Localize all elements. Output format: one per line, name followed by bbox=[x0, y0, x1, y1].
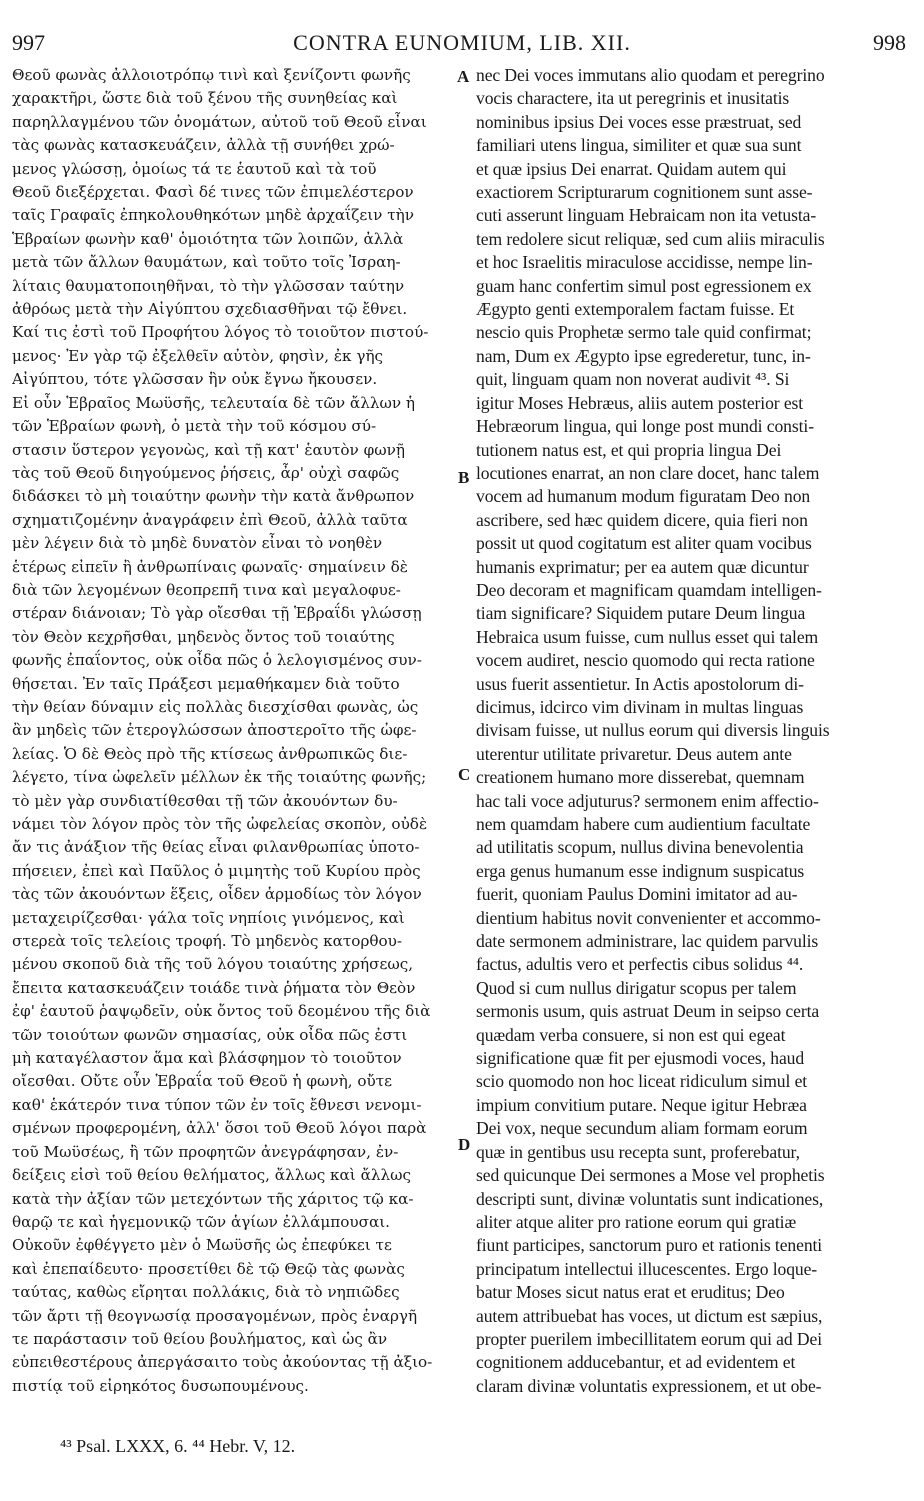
greek-text-line: Καί τις ἐστὶ τοῦ Προφήτου λόγος τὸ τοιοῦτον πιστού- bbox=[12, 323, 429, 342]
latin-text-line: principatum intellectui illucescentes. Ergo loque- bbox=[476, 1258, 818, 1279]
greek-text-line: λίταις θαυματοποιηθῆναι, τὸ τὴν γλῶσσαν ταύτην bbox=[12, 276, 405, 295]
greek-text-line: κατὰ τὴν ἀξίαν τῶν μετεχόντων τῆς χάριτος τῷ κα- bbox=[12, 1189, 414, 1208]
greek-text-line: Θεοῦ φωνὰς ἀλλοιοτρόπῳ τινὶ καὶ ξενίζοντι φωνῆς bbox=[12, 66, 411, 84]
greek-text-line: ἔπειτα κατασκευάζειν τοιάδε τινὰ ῥήματα τὸν Θεὸν bbox=[12, 978, 416, 997]
greek-text-line: μένου σκοποῦ διὰ τῆς τοῦ λόγου τοιαύτης χρήσεως, bbox=[12, 955, 414, 974]
greek-text-line: καθ' ἑκάτερόν τινα τύπον τῶν ἐν τοῖς ἔθνεσι νενομι- bbox=[12, 1095, 422, 1114]
latin-text-line: nem quamdam habere cum audientium facultate bbox=[476, 814, 811, 834]
latin-text-line: vocem ad humanum modum figuratam Deo non bbox=[476, 486, 811, 507]
greek-text-line: τὸ μὲν γὰρ συνδιατίθεσθαι τῇ τῶν ἀκουόντων δυ- bbox=[12, 791, 398, 810]
greek-text-line: μὲν λέγειν διὰ τὸ μηδὲ δυνατὸν εἶναι τὸ νοηθὲν bbox=[12, 534, 383, 553]
latin-text-line: descripti sunt, divinæ voluntatis sunt indicationes, bbox=[476, 1188, 824, 1209]
greek-text-line: τὰς φωνὰς κατασκευάζειν, ἀλλὰ τῇ συνήθει χρώ- bbox=[12, 136, 395, 155]
greek-text-line: μεταχειρίζεσθαι· γάλα τοῖς νηπίοις γινόμενος, καὶ bbox=[12, 908, 405, 927]
latin-text-line: vocis charactere, ita ut peregrinis et inusitatis bbox=[476, 88, 790, 109]
latin-text-line: aliter atque aliter pro ratione eorum qui gratiæ bbox=[476, 1211, 797, 1232]
latin-text-line: scio quomodo non hoc liceat ridiculum simul et bbox=[476, 1071, 808, 1092]
latin-text-line: sed quicunque Dei sermones a Mose vel prophetis bbox=[476, 1165, 825, 1186]
greek-text-line: λείας. Ὁ δὲ Θεὸς πρὸ τῆς κτίσεως ἀνθρωπικῶς διε- bbox=[12, 744, 408, 763]
latin-text-line: propter puerilem imbecillitatem eorum qui ad Dei bbox=[476, 1328, 822, 1349]
greek-text-line: νάμει τὸν λόγον πρὸς τὸν τῆς ὠφελείας σκοπὸν, οὐδὲ bbox=[12, 815, 428, 833]
latin-text-line: sermonis usum, quis astruat Deum in seipso certa bbox=[476, 1001, 820, 1022]
latin-text-line: cuti asserunt linguam Hebraicam non ita vetusta- bbox=[476, 205, 817, 226]
greek-text-line: ἐφ' ἑαυτοῦ ῥαψῳδεῖν, οὐκ ὄντος τοῦ δεομένου τῆς διὰ bbox=[12, 1002, 431, 1021]
greek-text-line: ταῖς Γραφαῖς ἐπηκολουθηκότων μηδὲ ἀρχαΐζειν τὴν bbox=[12, 206, 414, 225]
greek-text-line: τὰς τοῦ Θεοῦ διηγούμενος ῥήσεις, ἆρ' οὐχὶ σαφῶς bbox=[12, 463, 400, 482]
latin-text-line: et hoc Israelitis miraculose accidisse, nempe lin- bbox=[476, 252, 813, 273]
greek-text-line: ἀθρόως μετὰ τὴν Αἰγύπτου σχεδιασθῆναι τῷ ἔθνει. bbox=[12, 300, 408, 319]
margin-marker-c: C bbox=[458, 765, 471, 784]
latin-text-line: factus, adultis vero et perfectis cibus solidus ⁴⁴. bbox=[476, 954, 804, 975]
latin-text-line: fiunt participes, sanctorum puro et rationis tenenti bbox=[476, 1235, 823, 1256]
latin-text-line: uterentur utilitate privaretur. Deus autem ante bbox=[476, 743, 792, 764]
latin-text-line: Hebraica usum fuisse, cum nullus esset qui talem bbox=[476, 626, 819, 647]
latin-text-line: nominibus ipsius Dei voces esse præstruat, sed bbox=[476, 111, 802, 132]
margin-marker-a: A bbox=[457, 67, 470, 86]
latin-text-line: nam, Dum ex Ægypto ipse egrederetur, tunc, in- bbox=[476, 345, 811, 366]
latin-text-line: usus fuerit assentietur. In Actis apostolorum di- bbox=[476, 673, 804, 694]
greek-text-line: διὰ τῶν λεγομένων θεοπρεπῆ τινα καὶ μεγαλοφυε- bbox=[12, 580, 401, 599]
latin-text-line: Hebræorum lingua, qui longe post mundi consti- bbox=[476, 416, 814, 437]
greek-text-line: μετὰ τῶν ἄλλων θαυμάτων, καὶ τοῦτο τοῖς Ἰσραη- bbox=[12, 253, 401, 272]
greek-text-line: Θεοῦ διεξέρχεται. Φασὶ δέ τινες τῶν ἐπιμελέστερον bbox=[12, 183, 414, 202]
greek-text-line: μὴ καταγέλαστον ἅμα καὶ βλάσφημον τὸ τοιοῦτον bbox=[12, 1049, 402, 1068]
latin-text-line: fuerit, quoniam Paulus Domini imitator ad au- bbox=[476, 884, 798, 905]
running-title: CONTRA EUNOMIUM, LIB. XII. bbox=[293, 30, 631, 55]
greek-text-line: τὸν Θεὸν κεχρῆσθαι, μηδενὸς ὄντος τοῦ τοιαύτης bbox=[12, 627, 395, 646]
greek-text-line: οἴεσθαι. Οὔτε οὖν Ἑβραΐα τοῦ Θεοῦ ἡ φωνὴ, οὔτε bbox=[12, 1072, 393, 1091]
latin-text-line: exactiorem Scripturarum cognitionem sunt asse- bbox=[476, 182, 813, 203]
greek-text-line: φωνῆς ἐπαΐοντος, οὐκ οἶδα πῶς ὁ λελογισμένος συν- bbox=[12, 651, 422, 670]
latin-text-line: claram divinæ voluntatis expressionem, et ut obe- bbox=[476, 1375, 822, 1396]
footnotes: ⁴³ Psal. LXXX, 6. ⁴⁴ Hebr. V, 12. bbox=[60, 1436, 296, 1456]
margin-marker-d: D bbox=[458, 1135, 471, 1154]
page-number-right: 998 bbox=[873, 30, 906, 55]
latin-text-line: quædam verba consuere, si non est qui egeat bbox=[476, 1024, 786, 1045]
greek-text-line: μενος· Ἐν γὰρ τῷ ἐξελθεῖν αὐτὸν, φησὶν, ἐκ γῆς bbox=[12, 346, 384, 365]
greek-text-line: εὐπειθεστέρους ἀπεργάσαιτο τοὺς ἀκούοντας τῇ ἀξιο- bbox=[12, 1353, 433, 1372]
latin-text-column bbox=[476, 64, 918, 1398]
latin-text-line: vocem audiret, nescio quomodo qui recta ratione bbox=[476, 650, 815, 671]
latin-text-line: quit, linguam quam non noverat audivit ⁴³. Si bbox=[476, 369, 790, 390]
greek-text-line: ἑτέρως εἰπεῖν ἢ ἀνθρωπίναις φωναῖς· σημαίνειν δὲ bbox=[12, 557, 408, 576]
latin-text-line: ascribere, sed hæc quidem dicere, quia fieri non bbox=[476, 509, 808, 530]
latin-text-line: Quod si cum nullus dirigatur scopus per talem bbox=[476, 977, 797, 998]
greek-text-line: χαρακτῆρι, ὥστε διὰ τοῦ ξένου τῆς συνηθείας καὶ bbox=[12, 89, 398, 108]
greek-text-column bbox=[12, 64, 454, 1398]
latin-text-line: quæ in gentibus usu recepta sunt, proferebatur, bbox=[476, 1141, 800, 1162]
page-number-left: 997 bbox=[12, 30, 45, 55]
latin-text-line: tutionem natus est, et qui propria lingua Dei bbox=[476, 439, 782, 460]
latin-text-line: cognitionem adducebantur, et ad evidentem et bbox=[476, 1352, 796, 1373]
latin-text-line: date sermonem administrare, lac quidem parvulis bbox=[476, 931, 819, 952]
greek-text-line: καὶ ἐπεπαίδευτο· προσετίθει δὲ τῷ Θεῷ τὰς φωνὰς bbox=[12, 1259, 405, 1278]
latin-text-line: impium convitium putare. Neque igitur Hebræa bbox=[476, 1094, 807, 1115]
greek-text-line: ἄν τις ἀνάξιον τῆς θείας εἶναι φιλανθρωπίας ὑποτο- bbox=[12, 838, 420, 857]
greek-text-line: ταύτας, καθὼς εἴρηται πολλάκις, διὰ τὸ νηπιῶδες bbox=[12, 1283, 400, 1302]
greek-text-line: στασιν ὕστερον γεγονὼς, καὶ τῇ κατ' ἑαυτὸν φωνῇ bbox=[12, 440, 405, 459]
latin-text-line: tem redolere sicut reliquæ, sed cum aliis miraculis bbox=[476, 228, 825, 249]
greek-text-line: σχηματιζομένην ἀναγράφειν ἐπὶ Θεοῦ, ἀλλὰ ταῦτα bbox=[12, 510, 408, 529]
greek-text-line: θαρῷ τε καὶ ἡγεμονικῷ τῶν ἁγίων ἐλλάμπουσαι. bbox=[12, 1212, 390, 1231]
greek-text-line: τῶν ἄρτι τῇ θεογνωσίᾳ προσαγομένων, πρὸς ἐναργῆ bbox=[12, 1306, 418, 1325]
latin-text-line: dientium habitus novit convenienter et accommo- bbox=[476, 907, 821, 928]
greek-text-line: στερεὰ τοῖς τελείοις τροφή. Τὸ μηδενὸς κατορθου- bbox=[12, 932, 403, 951]
latin-text-line: guam hanc confertim simul post egressionem ex bbox=[476, 275, 812, 296]
greek-text-line: σμένων προφερομένη, ἀλλ' ὅσοι τοῦ Θεοῦ λόγοι παρὰ bbox=[12, 1119, 427, 1138]
latin-text-line: divisam fuisse, ut nullus eorum qui diversis linguis bbox=[476, 720, 830, 741]
margin-marker-b: B bbox=[458, 468, 470, 487]
latin-text-line: batur Moses sicut natus erat et eruditus; Deo bbox=[476, 1282, 785, 1303]
latin-text-line: autem attribuebat has voces, ut dictum est sæpius, bbox=[476, 1305, 823, 1326]
latin-text-line: erga genus humanum esse indignum suspicatus bbox=[476, 860, 805, 881]
greek-text-line: Αἰγύπτου, τότε γλῶσσαν ἣν οὐκ ἔγνω ἤκουσεν. bbox=[12, 370, 378, 389]
greek-text-line: ἂν μηδεὶς τῶν ἑτερογλώσσων ἀποστεροῖτο τῆς ὠφε- bbox=[12, 721, 417, 740]
greek-text-line: θήσεται. Ἐν ταῖς Πράξεσι μεμαθήκαμεν διὰ τοῦτο bbox=[12, 674, 400, 693]
greek-text-line: διδάσκει τὸ μὴ τοιαύτην φωνὴν τὴν κατὰ ἄνθρωπον bbox=[12, 487, 415, 506]
latin-text-line: familiari utens lingua, similiter et quæ sua sunt bbox=[476, 135, 802, 156]
latin-text-line: significatione quæ fit per ejusmodi voces, haud bbox=[476, 1048, 805, 1069]
latin-text-line: nec Dei voces immutans alio quodam et peregrino bbox=[476, 65, 825, 85]
running-header bbox=[0, 30, 924, 56]
latin-text-line: dicimus, idcirco vim divinam in multas linguas bbox=[476, 696, 804, 717]
greek-text-line: παρηλλαγμένου τῶν ὀνομάτων, αὐτοῦ τοῦ Θεοῦ εἶναι bbox=[12, 112, 427, 131]
greek-text-line: λέγετο, τίνα ὠφελεῖν μέλλων ἐκ τῆς τοιαύτης φωνῆς; bbox=[12, 768, 427, 787]
greek-text-line: τε παράστασιν τοῦ θείου βουλήματος, καὶ ὡς ἂν bbox=[12, 1329, 388, 1348]
greek-text-line: τῶν Ἑβραίων φωνὴ, ὁ μετὰ τὴν τοῦ κόσμου σύ- bbox=[12, 417, 377, 436]
latin-text-line: Deo decoram et magnificam quamdam intelligen- bbox=[476, 579, 822, 600]
greek-text-line: Εἰ οὖν Ἑβραῖος Μωϋσῆς, τελευταία δὲ τῶν ἄλλων ἡ bbox=[12, 393, 415, 412]
latin-text-line: possit ut quod cogitatum est aliter quam vocibus bbox=[476, 533, 812, 554]
greek-text-line: τοῦ Μωϋσέως, ἢ τῶν προφητῶν ἀνεγράφησαν, ἐν- bbox=[12, 1142, 399, 1161]
greek-text-line: στέραν διάνοιαν; Τὸ γὰρ οἴεσθαι τῇ Ἑβραΐδι γλώσσῃ bbox=[12, 604, 422, 623]
latin-text-line: Ægypto genti extemporalem factam fuisse. Et bbox=[476, 299, 795, 320]
latin-text-line: Dei vox, neque secundum aliam formam eorum bbox=[476, 1118, 808, 1139]
greek-text-line: μενος γλώσσῃ, ὁμοίως τά τε ἑαυτοῦ καὶ τὰ τοῦ bbox=[12, 159, 377, 178]
latin-text-line: creationem humano more disserebat, quemnam bbox=[476, 767, 805, 788]
latin-text-line: nescio quis Prophetæ sermo tale quid confirmat; bbox=[476, 322, 812, 343]
greek-text-line: Οὐκοῦν ἐφθέγγετο μὲν ὁ Μωϋσῆς ὡς ἐπεφύκει τε bbox=[12, 1236, 392, 1255]
greek-text-line: τὰς τῶν ἀκουόντων ἕξεις, οἶδεν ἁρμοδίως τὸν λόγον bbox=[12, 885, 422, 904]
latin-text-line: et quæ ipsius Dei enarrat. Quidam autem qui bbox=[476, 158, 787, 179]
latin-text-line: humanis exprimatur; per ea autem quæ dicuntur bbox=[476, 556, 809, 577]
latin-text-line: ad utilitatis scopum, nullus divina benevolentia bbox=[476, 837, 804, 858]
latin-text-line: tiam significare? Siquidem putare Deum lingua bbox=[476, 603, 806, 624]
greek-text-line: πιστίᾳ τοῦ εἰρηκότος δυσωπουμένους. bbox=[12, 1376, 309, 1395]
latin-text-line: locutiones enarrat, an non clare docet, hanc talem bbox=[476, 462, 820, 483]
greek-text-line: τὴν θείαν δύναμιν εἰς πολλὰς διεσχίσθαι φωνὰς, ὡς bbox=[12, 697, 419, 716]
greek-text-line: Ἑβραίων φωνὴν καθ' ὁμοιότητα τῶν λοιπῶν, ἀλλὰ bbox=[12, 229, 404, 248]
greek-text-line: πήσειεν, ἐπεὶ καὶ Παῦλος ὁ μιμητὴς τοῦ Κυρίου πρὸς bbox=[12, 861, 421, 880]
greek-text-line: τῶν τοιούτων φωνῶν σημασίας, οὐκ οἶδα πῶς ἐστι bbox=[12, 1025, 408, 1044]
greek-text-line: δείξεις εἰσὶ τοῦ θείου θελήματος, ἄλλως καὶ ἄλλως bbox=[12, 1166, 411, 1185]
latin-text-line: hac tali voce adjuturus? sermonem enim affectio- bbox=[476, 790, 819, 811]
latin-text-line: igitur Moses Hebræus, aliis autem posterior est bbox=[476, 392, 804, 413]
